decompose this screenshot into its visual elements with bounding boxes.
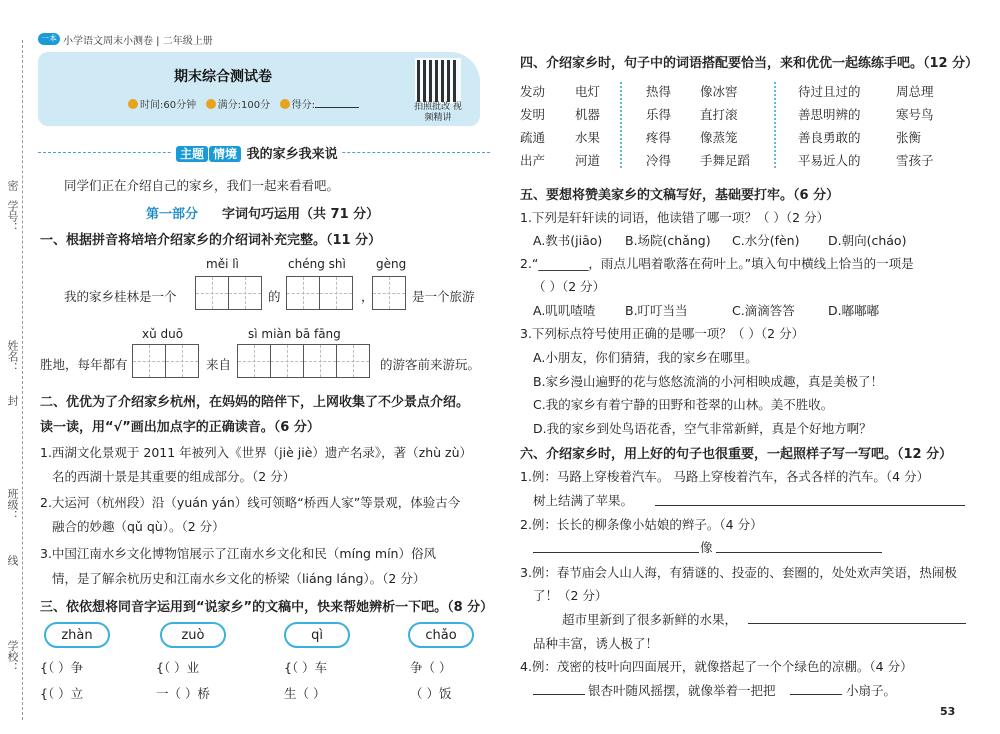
q1-grid-1[interactable] [196, 276, 262, 310]
q6-e3b: 了！（2 分） [533, 588, 608, 603]
school-label: 学校： [6, 640, 19, 673]
q1-text-2: 的 [268, 289, 281, 304]
name-label: 姓名： [6, 340, 19, 373]
q6-e1b: 树上结满了苹果。 [533, 493, 634, 508]
q1-pinyin-5: sì miàn bā fāng [248, 327, 341, 341]
q5-q2-b[interactable]: B.叮叮当当 [625, 303, 688, 318]
q3-title: 三、依依想将同音字运用到“说家乡”的文稿中，快来帮她辨析一下吧。（8 分） [40, 600, 494, 615]
q6-e3d: 品种丰富，诱人极了！ [533, 636, 659, 651]
q6-answer-line-2b[interactable] [716, 552, 882, 553]
q6-e4b: 银杏叶随风摇摆，就像举着一把把 [588, 683, 776, 698]
q6-e4: 4.例：茂密的枝叶向四面展开，就像搭起了一个个绿色的凉棚。（4 分） [520, 659, 913, 674]
binding-mark-dense: 密 [6, 180, 19, 191]
q4-title: 四、介绍家乡时，句子中的词语搭配要恰当，来和优优一起练练手吧。（12 分） [520, 56, 979, 71]
q4-col-1: 发动 发明 疏通 出产 [520, 84, 546, 168]
part1-title: 字词句巧运用（共 71 分） [222, 207, 380, 222]
q6-answer-line-2a[interactable] [533, 552, 699, 553]
series-logo: 一本 [38, 33, 60, 45]
q3-r2-c3[interactable]: 生（ ） [284, 686, 326, 701]
q2-item-2b: 融合的妙趣（qǔ qù）。（2 分） [52, 519, 225, 534]
q4-col-3: 热得 乐得 疼得 冷得 [646, 84, 672, 168]
q6-e4c: 小扇子。 [846, 683, 897, 698]
q6-e2b: 像 [700, 540, 713, 555]
q6-answer-line-1[interactable] [655, 505, 965, 506]
q5-q1-c[interactable]: C.水分(fèn) [732, 233, 800, 248]
q1-text-3: ， [361, 289, 374, 304]
q5-title: 五、要想将赞美家乡的文稿写好，基础要打牢。（6 分） [520, 188, 840, 203]
q3-r1-c3[interactable]: {（ ）车 [284, 660, 328, 675]
q4-col-6: 周总理 寒号鸟 张衡 雪孩子 [896, 84, 934, 168]
q6-title: 六、介绍家乡时，用上好的句子也很重要，一起照样子写一写吧。（12 分） [520, 447, 953, 462]
q6-e1: 1.例：马路上穿梭着汽车。 马路上穿梭着汽车，各式各样的汽车。（4 分） [520, 469, 930, 484]
q5-q2-a[interactable]: A.叽叽喳喳 [533, 303, 596, 318]
binding-mark-line: 线 [6, 555, 19, 566]
q3-r1-c2[interactable]: {（ ）业 [156, 660, 200, 675]
q5-q1-b[interactable]: B.场院(chǎng) [625, 233, 711, 248]
q2-item-2a: 2.大运河（杭州段）沿（yuán yán）线可领略“桥西人家”等景观，体验古今 [40, 495, 461, 510]
q5-q3-d[interactable]: D.我的家乡到处鸟语花香，空气非常新鲜，真是个好地方啊？ [533, 421, 872, 436]
q6-answer-line-3[interactable] [748, 623, 966, 624]
q2-title-2: 读一读，用“√”画出加点字的正确读音。（6 分） [40, 420, 320, 435]
qr-code-icon[interactable] [415, 58, 461, 104]
q5-q2b: （ ）（2 分） [533, 279, 606, 294]
q3-r1-c1[interactable]: {（ ）争 [40, 660, 84, 675]
q6-answer-line-4a[interactable] [533, 694, 585, 695]
q2-title-1: 二、优优为了介绍家乡杭州，在妈妈的陪伴下，上网收集了不少景点介绍。 [40, 395, 470, 410]
q1-pinyin-4: xǔ duō [142, 327, 184, 341]
class-label: 班级： [6, 488, 19, 521]
score-blank[interactable] [315, 107, 359, 108]
q3-bubble-4: chǎo [408, 622, 474, 648]
q1-text-7: 的游客前来游玩。 [380, 357, 481, 372]
exam-time: 时间:60分钟 [140, 100, 197, 111]
exam-meta [128, 96, 359, 111]
q2-item-3a: 3.中国江南水乡文化博物馆展示了江南水乡文化和民（míng mín）俗风 [40, 546, 436, 561]
q2-item-1a: 1.西湖文化景观于 2011 年被列入《世界（jiè jiè）遗产名录》，著（zhù zù） [40, 445, 473, 460]
theme-tag-2: 情境 [209, 146, 241, 162]
q1-text-5: 胜地，每年都有 [40, 357, 128, 372]
q2-item-3b: 情，是了解余杭历史和江南水乡文化的桥梁（liáng láng）。（2 分） [52, 571, 426, 586]
q5-q1: 1.下列是轩轩读的词语，他读错了哪一项？（ ）（2 分） [520, 210, 830, 225]
q4-col-4: 像冰窖 直打滚 像蒸笼 手舞足蹈 [700, 84, 751, 168]
exam-full-score: 满分:100分 [217, 100, 271, 111]
q1-title: 一、根据拼音将培培介绍家乡的介绍词补充完整。（11 分） [40, 233, 382, 248]
q5-q1-a[interactable]: A.教书(jiāo) [533, 233, 603, 248]
q5-q3-a[interactable]: A.小朋友，你们猜猜，我的家乡在哪里。 [533, 350, 758, 365]
theme-tag-1: 主题 [176, 146, 208, 162]
q5-q1-d[interactable]: D.朝向(cháo) [828, 233, 907, 248]
pencil-icon [280, 99, 290, 109]
part1-label: 第一部分 [146, 207, 199, 222]
binding-cut-line [22, 40, 23, 720]
q6-e3c: 超市里新到了很多新鲜的水果， [562, 612, 738, 627]
exam-banner [38, 52, 480, 126]
series-title: 小学语文周末小测卷 | 二年级上册 [63, 36, 213, 47]
page-number: 53 [940, 705, 956, 718]
q6-e2: 2.例：长长的柳条像小姑娘的辫子。（4 分） [520, 517, 763, 532]
q3-bubble-2: zuò [160, 622, 226, 648]
q1-pinyin-3: gèng [376, 257, 407, 271]
q4-col-2: 电灯 机器 水果 河道 [575, 84, 601, 168]
exam-title: 期末综合测试卷 [174, 69, 272, 85]
q5-q2-d[interactable]: D.嘟嘟嘟 [828, 303, 880, 318]
q1-grid-5[interactable] [238, 344, 370, 378]
intro-text: 同学们正在介绍自己的家乡，我们一起来看看吧。 [64, 178, 340, 193]
q1-grid-4[interactable] [133, 344, 199, 378]
q1-grid-3[interactable] [373, 276, 406, 310]
q5-q3: 3.下列标点符号使用正确的是哪一项？（ ）（2 分） [520, 326, 805, 341]
q3-bubble-3: qì [284, 622, 350, 648]
q3-r2-c2[interactable]: 一（ ）桥 [156, 686, 210, 701]
theme-heading [172, 143, 342, 162]
q3-r2-c1[interactable]: {（ ）立 [40, 686, 84, 701]
student-id-label: 学号： [6, 200, 19, 233]
q1-text-6: 来自 [206, 357, 232, 372]
clock-icon [128, 99, 138, 109]
q1-text-1: 我的家乡桂林是一个 [64, 289, 177, 304]
q5-q2a: 2.“________，雨点儿唱着歌落在荷叶上。”填入句中横线上恰当的一项是 [520, 256, 914, 271]
star-icon [206, 99, 216, 109]
theme-title: 我的家乡我来说 [246, 147, 338, 162]
q3-bubble-1: zhàn [44, 622, 110, 648]
chain-separator-icon [774, 82, 788, 168]
q5-q2-c[interactable]: C.滴滴答答 [732, 303, 795, 318]
q4-col-5: 待过且过的 善思明辨的 善良勇敢的 平易近人的 [798, 84, 861, 168]
qr-caption: 拍照批改 视频精讲 [414, 102, 462, 123]
q2-item-1b: 名的西湖十景是其重要的组成部分。（2 分） [52, 469, 296, 484]
chain-separator-icon [620, 82, 634, 168]
q3-r1-c4[interactable]: 争（ ） [410, 660, 452, 675]
q6-answer-line-4b[interactable] [790, 694, 842, 695]
binding-mark-seal: 封 [6, 395, 19, 406]
q3-r2-c4[interactable]: （ ）饭 [410, 686, 452, 701]
q1-pinyin-2: chéng shì [288, 257, 346, 271]
q1-grid-2[interactable] [287, 276, 353, 310]
q1-text-4: 是一个旅游 [412, 289, 475, 304]
q1-pinyin-1: měi lì [206, 257, 239, 271]
q5-q3-b[interactable]: B.家乡漫山遍野的花与悠悠流淌的小河相映成趣，真是美极了！ [533, 374, 884, 389]
exam-score: 得分: [291, 100, 316, 111]
q5-q3-c[interactable]: C.我的家乡有着宁静的田野和苍翠的山林。美不胜收。 [533, 397, 834, 412]
q6-e3a: 3.例：春节庙会人山人海，有猜谜的、投壶的、套圈的，处处欢声笑语，热闹极 [520, 565, 957, 580]
